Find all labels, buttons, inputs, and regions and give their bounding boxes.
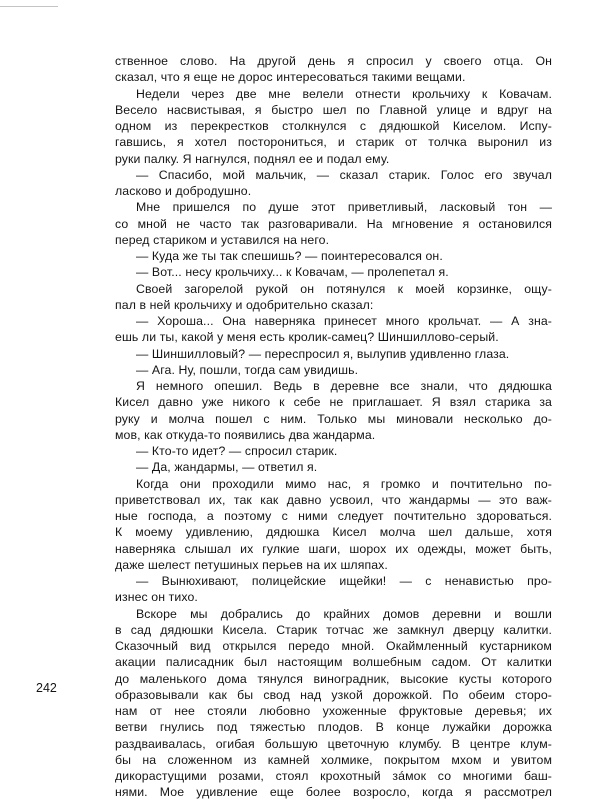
text-line: — Хороша... Она наверняка принесет много крольчат. — А зна- — [136, 314, 552, 328]
text-line: ешь ли ты, какой у меня есть кролик-самец? Шиншиллово-серый. — [115, 330, 499, 345]
text-line: приветствовал их, так как давно усвоил, что жандармы — это важ- — [115, 492, 552, 507]
text-line: Я немного опешил. Ведь в деревне все знали, что дядюшка — [136, 379, 552, 393]
text-line: образовывали как бы свод над узкой дорожкой. По обеим сторо- — [115, 687, 552, 702]
text-line: — Вынюхивают, полицейские ищейки! — с ненавистью про- — [136, 574, 552, 588]
text-line: перед стариком и уставился на него. — [115, 232, 330, 247]
text-line: сказал, что я еще не дорос интересоваться такими вещами. — [115, 70, 466, 85]
text-line: бы на сложенном из камней холмике, покрытом мхом и увитом — [115, 752, 552, 767]
text-line: Недели через две мне велели отнести крольчиху к Ковачам. — [136, 86, 552, 101]
text-line: — Спасибо, мой мальчик, — сказал старик. Голос его звучал — [136, 167, 552, 182]
text-line: Своей загорелой рукой он потянулся к моей корзинке, ощу- — [136, 281, 552, 296]
text-line: — Куда же ты так спешишь? — поинтересовался он. — [136, 249, 443, 263]
text-line: одном из перекрестков столкнулся с дядюшкой Киселом. Испу- — [115, 119, 552, 133]
text-line: — Ага. Ну, пошли, тогда сам увидишь. — [136, 362, 359, 377]
text-line: — Шиншилловый? — переспросил я, вылупив удивленно глаза. — [136, 346, 510, 361]
text-line: Весело насвистывая, я быстро шел по Главной улице и вдруг на — [115, 102, 552, 117]
text-line: ственное слово. На другой день я спросил у своего отца. Он — [115, 54, 552, 68]
text-line: до маленького дома тянулся виноградник, высокие кусты которого — [115, 671, 552, 686]
text-line: ветви гнулись под тяжестью плодов. В конце лужайки дорожка — [115, 720, 552, 735]
text-line: руки палку. Я нагнулся, поднял ее и подал ему. — [115, 151, 390, 166]
top-edge-rule — [0, 6, 58, 7]
text-line: акации палисадник был настоящим волшебным садом. От калитки — [115, 655, 552, 670]
text-line: даже шелест петушиных перьев на их шляпах. — [115, 557, 388, 572]
text-line: мов, как откуда-то появились два жандарма. — [115, 427, 376, 442]
text-line: — Да, жандармы, — ответил я. — [136, 460, 318, 475]
text-line: Кисел давно уже никого к себе не приглашает. Я взял старика за — [115, 395, 552, 410]
text-line: Когда они проходили мимо нас, я громко и почтительно по- — [136, 476, 552, 491]
text-line: — Кто-то идет? — спросил старик. — [136, 444, 338, 458]
text-line: наверняка слышал их гулкие шаги, шорох их одежды, может быть, — [115, 541, 552, 556]
text-line: К моему удивлению, дядюшка Кисел молча шел дальше, хотя — [115, 525, 552, 540]
text-line: нам от нее стояли любовно ухоженные фруктовые деревья; их — [115, 704, 552, 718]
text-line: ные господа, а поэтому с ними следует почтительно здороваться. — [115, 509, 552, 523]
text-line: Сказочный вид открылся передо мной. Окаймленный кустарником — [115, 639, 552, 653]
text-line: раздваивалась, огибая большую цветочную клумбу. В центре клум- — [115, 736, 552, 751]
text-line: ласково и добродушно. — [115, 184, 252, 198]
text-line: со мной не часто так разговаривали. На мгновение я остановился — [115, 216, 552, 231]
text-line: Вскоре мы добрались до крайних домов деревни и вошли — [136, 606, 552, 621]
text-line: пал в ней крольчиху и одобрительно сказал: — [115, 297, 374, 312]
text-line: Мне пришелся по душе этот приветливый, ласковый тон — — [136, 200, 552, 215]
text-line: руку и молча пошел с ним. Только мы миновали несколько до- — [115, 411, 552, 426]
text-line: нями. Мое удивление еще более возросло, когда я рассмотрел — [115, 785, 552, 800]
text-line: изнес он тихо. — [115, 590, 198, 605]
text-line: гавшись, я хотел посторониться, и старик от толчка выронил из — [115, 135, 552, 150]
page-number: 242 — [36, 681, 57, 695]
text-line: в сад дядюшки Кисела. Старик тотчас же замкнул дверцу калитки. — [115, 622, 552, 637]
body-text — [115, 53, 552, 801]
text-line: — Вот... несу крольчиху... к Ковачам, — пролепетал я. — [136, 265, 449, 280]
text-line: дикорастущими розами, стоял крохотный зáмок со многими баш- — [115, 769, 552, 783]
